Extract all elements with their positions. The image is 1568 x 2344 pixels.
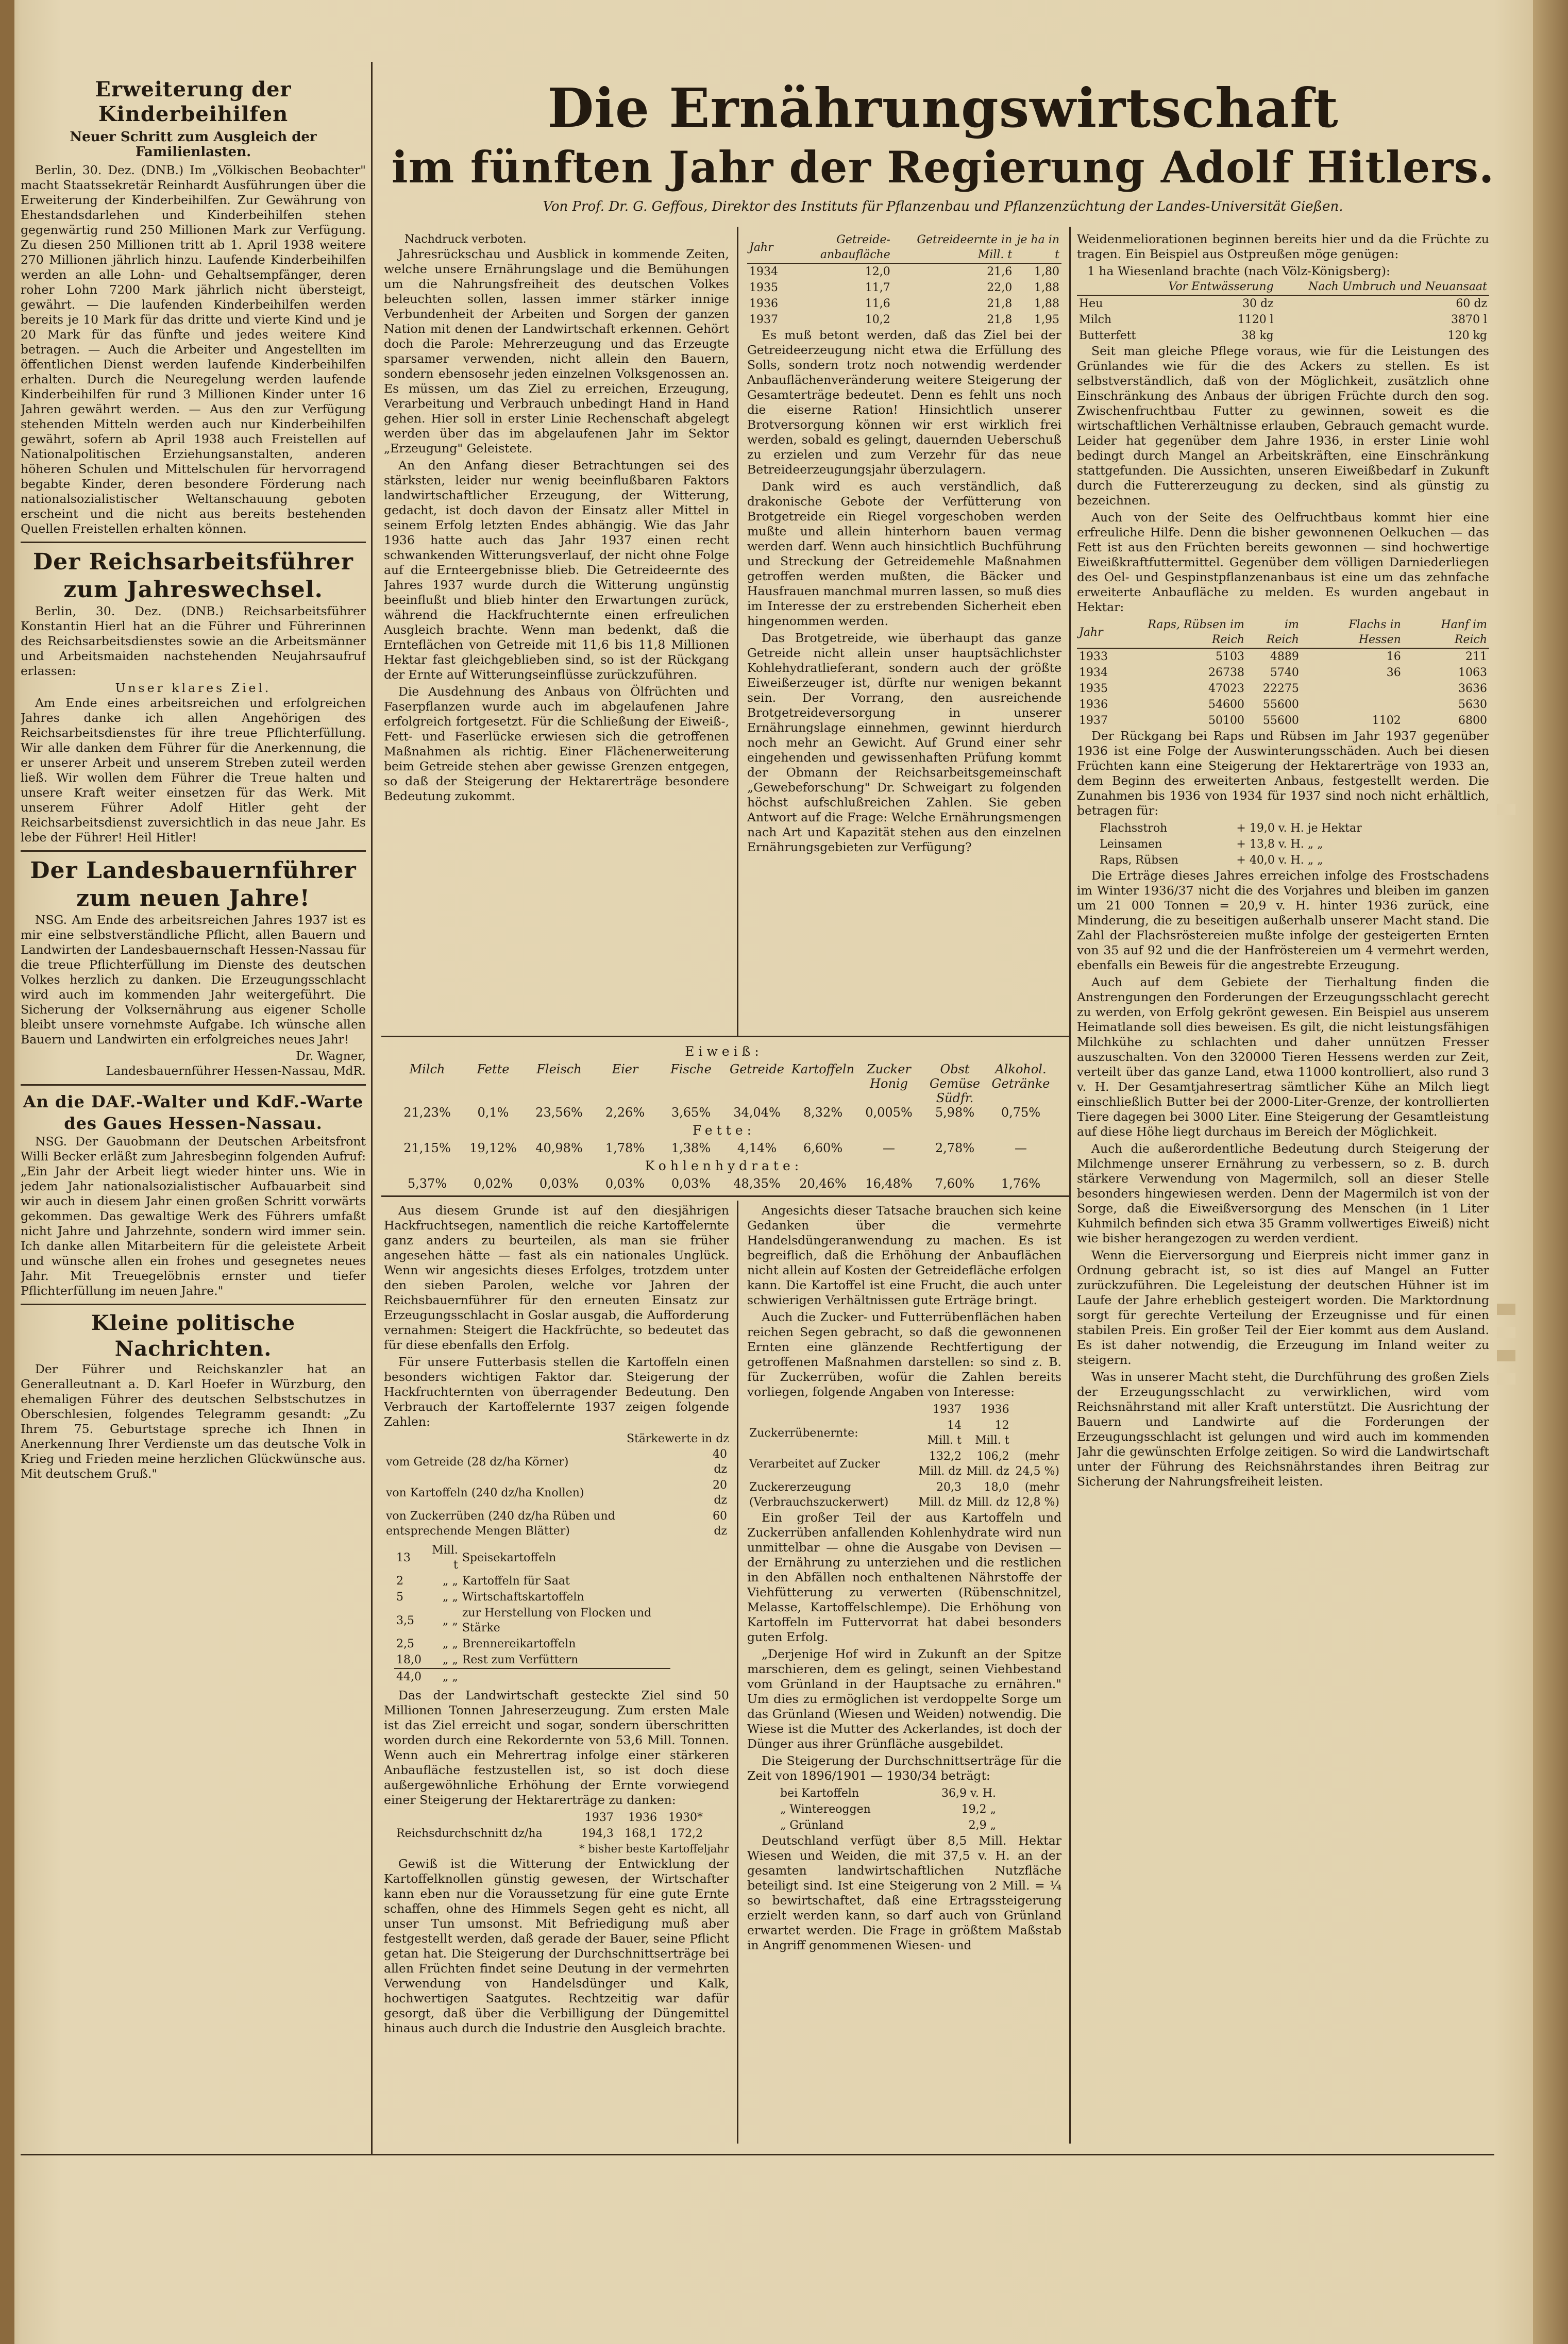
- edge-tab: [1497, 1327, 1515, 1338]
- edge-tab: [1497, 1304, 1515, 1315]
- nutrient-group-label: Eiweiß:: [685, 1044, 763, 1059]
- column-header: Zucker Honig: [867, 1062, 911, 1091]
- article-body: Berlin, 30. Dez. (DNB.) Im „Völkischen Beobachter" macht Staatssekretär Reinhardt Ausführungen über die Erweiterung der Kinderbeihilfen. Zur Gewährung von Ehestandsdarlehen und Kinderbeihilfen stehen gegenwärtig rund 250 Millionen Mark zur Verfügung. Zu diesen 250 Millionen tritt ab 1. April 1938 weitere 270 Millionen jährlich hinzu. Laufende Kinderbeihilfen werden an alle Lohn- und Gehaltsempfänger, deren roher Lohn 7200 Mark jährlich nicht übersteigt, gewährt. — Die laufenden Kinderbeihilfen werden bereits je 10 Mark für das dritte und vierte Kind und je 20 Mark für das fünfte und jedes weitere Kind betragen. — Auch die Arbeiter und Angestellten im öffentlichen Dienst werden laufende Kinderbeihilfen erhalten. Durch die Neuregelung werden laufende Kinderbeihilfen für rund 3 Millionen Kinder unter 16 Jahren gewährt werden. — Aus den zur Verfügung stehenden Mitteln werden auch nur Kinderbeihilfen gewährt, sofern ab April 1938 auch Freistellen auf Nationalpolitischen Erziehungsanstalten, anderen höheren Schulen und Mittelschulen für hervorragend begabte Kinder, deren besondere Förderung nach nationalsozialistischer Weltanschauung geboten erscheint und die nicht aus bereits bestehenden Quellen Freistellen erhalten können.: [21, 163, 366, 536]
- signature-name: Dr. Wagner,: [296, 1050, 366, 1063]
- table-row: [384, 1477, 729, 1508]
- table-cell: Speisekartoffeln: [462, 1551, 557, 1564]
- paragraph: Angesichts dieser Tatsache brauchen sich keine Gedanken über die vermehrte Handelsdüngeranwendung zu machen. Es ist begreiflich, daß die Erhöhung der Anbauflächen nicht allein auf Kosten der Getreidefläche erfolgen kann. Die Kartoffel ist eine Frucht, die auch unter schwierigen Verhältnissen gute Erträge bringt.: [747, 1203, 1061, 1307]
- edge-tab: [1497, 804, 1515, 815]
- column-header: Eier: [612, 1062, 638, 1076]
- table-cell: 5740: [1270, 666, 1299, 679]
- table-cell: „ „: [443, 1671, 458, 1683]
- table-header: Vor Entwässerung: [1148, 279, 1276, 295]
- table-cell: 12 Mill. t: [975, 1419, 1009, 1447]
- table-cell: Reichsdurchschnitt dz/ha: [396, 1827, 543, 1840]
- value-cell: 4,14%: [737, 1141, 777, 1155]
- value-cell: 19,12%: [469, 1141, 517, 1155]
- value-cell: 20,46%: [799, 1176, 847, 1191]
- table-cell: Rest zum Verfüttern: [462, 1654, 579, 1666]
- table-cell: (mehr 12,8 %): [1015, 1481, 1059, 1509]
- table-cell: „ „: [443, 1591, 458, 1604]
- value-cell: 6,60%: [803, 1141, 843, 1155]
- table-cell: 10,2: [865, 313, 890, 326]
- table-row: [778, 1801, 998, 1817]
- table-header: Getreideernte in Mill. t: [892, 232, 1014, 263]
- table-cell: + 13,8 v. H. „ „: [1236, 838, 1323, 851]
- value-cell: 48,35%: [733, 1176, 781, 1191]
- table-cell: 13: [396, 1551, 411, 1564]
- article-title: An die DAF.-Walter und KdF.-Warte des Gaues Hessen-Nassau.: [23, 1092, 364, 1133]
- column-rule: [371, 62, 373, 2154]
- table-cell: 18,0: [396, 1654, 421, 1666]
- table-cell: 3,5: [396, 1614, 414, 1627]
- table-cell: 3636: [1458, 682, 1487, 695]
- table-cell: „ „: [443, 1638, 458, 1650]
- article-divider: [21, 1084, 366, 1086]
- table-row: [394, 1668, 670, 1685]
- growth-table: [778, 1785, 998, 1833]
- paragraph: Auch von der Seite des Oelfruchtbaus kommt hier eine erfreuliche Hilfe. Denn die bisher gewonnenen Oelkuchen — das Fett ist aus den Früchten bereits gewonnen — sind hochwertige Eiweißkraftfuttermittel. Gegenüber dem völligen Darniederliegen des Oel- und Gespinstpflanzenanbaus ist eine um das zehnfache erweiterte Anbaufläche zu melden. Es wurden angebaut in Hektar:: [1077, 510, 1489, 614]
- table-row: [747, 1402, 1061, 1418]
- table-cell: 172,2: [670, 1827, 703, 1840]
- table-cell: 1930*: [668, 1811, 703, 1824]
- table-row: [394, 1826, 705, 1842]
- starch-table: [384, 1446, 729, 1539]
- main-article-column-1-lower: [384, 1203, 729, 2146]
- value-cell: 0,005%: [865, 1105, 913, 1120]
- potato-use-table: [394, 1542, 670, 1685]
- value-cell: 1,38%: [671, 1141, 711, 1155]
- paragraph: Es muß betont werden, daß das Ziel bei der Getreideerzeugung nicht etwa die Erfüllung des Solls, sondern trotz noch notwendig werdender Anbauflächenveränderung weitere Steigerung der Gesamterträge bedeutet. Denn es fehlt uns noch die eiserne Ration! Hinsichtlich unserer Brotversorgung können wir erst wirklich frei werden, sobald es gelingt, dauernden Ueberschuß zu erzielen und zum Verzehr für das neue Betreideerzeugungsjahr überzulagern.: [747, 328, 1061, 477]
- value-cell: 5,37%: [407, 1176, 447, 1191]
- table-cell: 19,2 „: [961, 1803, 996, 1816]
- paragraph: Dank wird es auch verständlich, daß drakonische Gebote der Verfütterung von Brotgetreide ein Riegel vorgeschoben werden mußte und allein hinterhorn bauen vermag werden darf. Wenn auch hinsichtlich Buchführung und Streckung der Getreidemehle Maßnahmen getroffen werden mußten, die Bäcker und Hausfrauen manchmal murren lassen, so muß dies im Interesse der zu erstrebenden Sicherheit eben hingenommen werden.: [747, 479, 1061, 628]
- table-cell: 60 dz: [713, 1510, 727, 1538]
- table-cell: 36: [1386, 666, 1401, 679]
- left-column: [21, 77, 366, 2154]
- reprint-note: Nachdruck verboten.: [404, 233, 527, 246]
- column-header: Kartoffeln: [791, 1062, 855, 1076]
- column-header: Fette: [477, 1062, 510, 1076]
- table-cell: [1301, 681, 1403, 697]
- table-row: [747, 280, 1061, 296]
- table-cell: 12,0: [865, 265, 890, 278]
- table-cell: 50100: [1208, 714, 1245, 727]
- value-cell: 0,03%: [671, 1176, 711, 1191]
- table-cell: 55600: [1262, 698, 1299, 711]
- main-article-column-2: [747, 232, 1061, 1036]
- starch-table-header: Stärkewerte in dz: [627, 1432, 729, 1445]
- main-article-column-2-lower: [747, 1203, 1061, 2146]
- oil-crop-table: [1077, 617, 1489, 729]
- article-divider: [21, 542, 366, 543]
- table-cell: Zuckererzeugung (Verbrauchszuckerwert): [749, 1481, 889, 1509]
- table-cell: 1933: [1079, 650, 1108, 663]
- table-cell: 211: [1465, 650, 1487, 663]
- table-cell: 106,2 Mill. dz: [966, 1450, 1009, 1478]
- table-row: [1077, 328, 1489, 344]
- table-cell: 168,1: [625, 1827, 657, 1840]
- article-body: Der Führer und Reichskanzler hat an Generalleutnant a. D. Karl Hoefer in Würzburg, den ehemaligen Führer des deutschen Selbstschutzes in Oberschlesien, folgendes Telegramm gesandt: „Zu Ihrem 75. Geburtstage spreche ich Ihnen in Anerkennung Ihrer Verdienste um das deutsche Volk in Krieg und Frieden meine herzlichen Glückwünsche aus. Mit deutschem Gruß.": [21, 1362, 366, 1481]
- table-row: [394, 1542, 670, 1573]
- main-article-column-1: [384, 232, 729, 1036]
- value-cell: 3,65%: [671, 1105, 711, 1120]
- table-cell: 2: [396, 1575, 403, 1588]
- table-row: [1077, 295, 1489, 312]
- table-cell: [747, 1402, 916, 1418]
- table-cell: Kartoffeln für Saat: [462, 1575, 570, 1588]
- table-cell: 6800: [1458, 714, 1487, 727]
- table-cell: 26738: [1208, 666, 1245, 679]
- column-header: Milch: [409, 1062, 445, 1076]
- table-cell: „ „: [443, 1614, 458, 1627]
- paragraph: Jahresrückschau und Ausblick in kommende Zeiten, welche unsere Ernährungslage und die Bemühungen um die Nahrungsfreiheit des deutschen Volkes beleuchten sollen, lassen immer stärker innige Verbundenheit der Arbeiten und Sorgen der ganzen Nation mit denen der Landwirtschaft erkennen. Gehört doch die Parole: Mehrerzeugung und das Erzeugte sparsamer verwenden, nicht allein den Bauern, sondern ebensosehr jeden einzelnen Volksgenossen an. Es müssen, um das Ziel zu erreichen, Erzeugung, Verarbeitung und Verbrauch unbedingt Hand in Hand gehen. Hier soll in erster Linie Rechenschaft abgelegt werden über das im abgelaufenen Jahr im Sektor „Erzeugung" Geleistete.: [384, 247, 729, 456]
- table-cell: 1935: [1079, 682, 1108, 695]
- table-cell: 1936: [1079, 698, 1108, 711]
- column-rule: [737, 1201, 738, 2144]
- table-cell: 1102: [1372, 714, 1401, 727]
- value-cell: 5,98%: [935, 1105, 975, 1120]
- paragraph: Auch die außerordentliche Bedeutung durch Steigerung der Milchmenge unserer Ernährung zu verbessern, so z. B. durch stärkere Verwendung von Magermilch, soll an dieser Stelle besonders hingewiesen werden. Denn der Magermilch ist von der Sorge, daß die Eiweißversorgung des Menschen (in 1 Liter Kuhmilch befinden sich etwa 35 Gramm vollwertiges Eiweiß) nicht wie bisher herangezogen zu werden verdient.: [1077, 1141, 1489, 1245]
- table-cell: vom Getreide (28 dz/ha Körner): [386, 1455, 569, 1469]
- table-row: [384, 1508, 729, 1539]
- table-cell: 20 dz: [713, 1479, 727, 1507]
- byline: Von Prof. Dr. G. Geffous, Direktor des Instituts für Pflanzenbau und Pflanzenzüchtung der Landes-Universität Gießen.: [543, 199, 1343, 214]
- table-header: Jahr: [747, 232, 780, 263]
- table-cell: 54600: [1208, 698, 1245, 711]
- yield-footnote: * bisher beste Kartoffeljahr: [579, 1843, 729, 1855]
- table-cell: 1936: [749, 297, 778, 310]
- table-row: [394, 1573, 670, 1589]
- table-row: [394, 1605, 670, 1636]
- value-cell: 0,1%: [477, 1105, 509, 1120]
- paragraph: Für unsere Futterbasis stellen die Kartoffeln einen besonders wichtigen Faktor dar. Steigerung der Hackfruchternten von überragender Bedeutung. Den Verbrauch der Kartoffelernte 1937 zeigen folgende Zahlen:: [384, 1355, 729, 1429]
- value-cell: 21,23%: [403, 1105, 451, 1120]
- table-cell: + 19,0 v. H. je Hektar: [1236, 822, 1362, 835]
- table-row: [1077, 681, 1489, 697]
- signature-title: Landesbauernführer Hessen-Nassau, MdR.: [106, 1065, 366, 1078]
- table-cell: 22,0: [987, 281, 1013, 294]
- paragraph: Das Brotgetreide, wie überhaupt das ganze Getreide nicht allein unser hauptsächlichster Kohlehydratlieferant, sondern auch der größte Eiweißerzeuger ist, dürfte nur wenigen bekannt sein. Der Vorrang, den ausreichende Brotgetreideversorgung in unserer Ernährungslage einnehmen, gewinnt hierdurch noch mehr an Gewicht. Auf Grund einer sehr eingehenden und gewissenhaften Prüfung kommt der Obmann der Reichsarbeitsgemeinschaft „Gewebeforschung" Dr. Schweigart zu folgenden höchst aufschlußreichen Zahlen. Sie geben Antwort auf die Frage: Welche Ernährungsmengen nach Art und Kapazität stehen aus den einzelnen Ernährungsgebieten zur Verfügung?: [747, 631, 1061, 854]
- table-header: Getreide-anbaufläche: [780, 232, 892, 263]
- paragraph: „Derjenige Hof wird in Zukunft an der Spitze marschieren, dem es gelingt, seinen Viehbestand vom Grünland in der Hauptsache zu ernähren." Um dies zu ermöglichen ist verdoppelte Sorge um das Grünland (Wiesen und Weiden) notwendig. Die Wiese ist die Mutter des Ackerlandes, ist doch der Dünger aus ihrer Grünfläche ausgebildet.: [747, 1647, 1061, 1751]
- table-row: [747, 296, 1061, 312]
- table-cell: Mill. t: [432, 1544, 458, 1572]
- table-cell: 1936: [628, 1811, 657, 1824]
- table-cell: 60 dz: [1456, 297, 1487, 310]
- table-cell: Raps, Rübsen: [1100, 854, 1178, 867]
- paragraph: Auch auf dem Gebiete der Tierhaltung finden die Anstrengungen den Forderungen der Erzeugungsschlacht gerecht zu werden, von Erfolg gekrönt gewesen. Ein Beispiel aus unserem Heimatlande soll dies beweisen. Es gilt, die nicht leistungsfähigen Milchkühe zu schlachten und daher unnützen Fresser auszuschalten. Von den 320000 Tieren Hessens werden zur Zeit, verteilt über das ganze Land, etwa 11000 kontrolliert, also rund 3 v. H. Der Gesamtjahresertrag sämtlicher Kühe an Milch liegt einschließlich Butter bei der 2000-Liter-Grenze, der kontrollierten Tiere dagegen bei 3000 Liter. Eine Steigerung der Gesamtleistung auf diese Höhe liegt durchaus im Bereich der Möglichkeit.: [1077, 975, 1489, 1139]
- value-cell: 2,78%: [935, 1141, 975, 1155]
- table-cell: Heu: [1079, 297, 1103, 310]
- paragraph: Weidenmeliorationen beginnen bereits hier und da die Früchte zu tragen. Ein Beispiel aus Ostpreußen möge genügen:: [1077, 232, 1489, 261]
- table-cell: 30 dz: [1242, 297, 1274, 310]
- table-cell: [1301, 697, 1403, 713]
- table-cell: Milch: [1079, 313, 1112, 326]
- table-cell: 1937: [1079, 714, 1108, 727]
- table-cell: Leinsamen: [1100, 838, 1162, 851]
- value-cell: 0,03%: [605, 1176, 645, 1191]
- table-row: [778, 1817, 998, 1833]
- paragraph: Die Erträge dieses Jahres erreichen infolge des Frostschadens im Winter 1936/37 nicht die des Vorjahres und bleiben im ganzen um 21 000 Tonnen = 20,9 v. H. hinter 1936 zurück, eine Minderung, die zu beseitigen außerhalb unserer Macht stand. Die Zahl der Flachsröstereien mußte infolge der gesteigerten Ernten von 35 auf 92 und die der Hanfröstereien um 4 vermehrt werden, ebenfalls ein Beweis für die angestrebte Erzeugung.: [1077, 868, 1489, 972]
- page-edge: [1533, 0, 1568, 2344]
- paragraph: Deutschland verfügt über 8,5 Mill. Hektar Wiesen und Weiden, die mit 37,5 v. H. an der gesamten landwirtschaftlichen Nutzfläche beteiligt sind. Ist eine Steigerung von 2 Mill. = ¼ so bewirtschaftet, daß eine Ertragssteigerung erzielt werden kann, so darf auch von Grünland erwartet werden. Die Frage in größtem Maßstab in Angriff genommenen Wiesen- und: [747, 1833, 1061, 1952]
- paragraph: Aus diesem Grunde ist auf den diesjährigen Hackfruchtsegen, namentlich die reiche Kartoffelernte ganz anders zu beurteilen, als man sie früher angesehen hätte — fast als ein nationales Unglück. Wenn wir angesichts dieses Erfolges, trotzdem unter den sieben Parolen, welche vor Jahren der Reichsbauernführer für den erneuten Einsatz zur Erzeugungsschlacht in Goslar ausgab, die Aufforderung vernahmen: Steigert die Hackfrüchte, so bedeutet das für diese ebenfalls den Erfolg.: [384, 1203, 729, 1352]
- column-rule: [737, 227, 738, 1036]
- table-cell: 1937: [749, 313, 778, 326]
- paragraph: Auch die Zucker- und Futterrübenflächen haben reichen Segen gebracht, so daß die gewonnenen Ernten eine glänzende Rechtfertigung der getroffenen Maßnahmen darstellen: so sind z. B. für Zuckerrüben, wofür die Zahlen bereits vorliegen, folgende Angaben von Interesse:: [747, 1310, 1061, 1399]
- table-cell: 47023: [1208, 682, 1245, 695]
- table-cell: 1937: [933, 1403, 962, 1416]
- table-cell: 1,80: [1034, 265, 1059, 278]
- table-cell: 1063: [1458, 666, 1487, 679]
- table-cell: Flachsstroh: [1100, 822, 1168, 835]
- masthead: [381, 77, 1505, 227]
- table-cell: 11,7: [865, 281, 890, 294]
- table-cell: 21,6: [987, 265, 1013, 278]
- table-cell: 1937: [584, 1811, 614, 1824]
- table-header: im Reich: [1246, 617, 1301, 648]
- article-title: Kleine politische Nachrichten.: [91, 1311, 296, 1361]
- column-header: Alkohol. Getränke: [991, 1062, 1050, 1091]
- table-row: [384, 1446, 729, 1477]
- value-cell: 1,78%: [605, 1141, 645, 1155]
- table-row: [778, 1785, 998, 1801]
- table-row: [1077, 713, 1489, 729]
- table-cell: 5: [396, 1591, 403, 1604]
- table-cell: 38 kg: [1241, 329, 1274, 342]
- nutrient-group-label: Kohlenhydrate:: [645, 1158, 803, 1173]
- paragraph: Die Steigerung der Durchschnittserträge für die Zeit von 1896/1901 — 1930/34 beträgt:: [747, 1753, 1061, 1783]
- table-row: [747, 1448, 1061, 1479]
- table-cell: „ „: [443, 1575, 458, 1588]
- grain-table: [747, 232, 1061, 328]
- table-rule: [381, 1195, 1069, 1197]
- value-cell: 16,48%: [865, 1176, 913, 1191]
- table-row: [394, 1636, 670, 1652]
- table-cell: 14 Mill. t: [927, 1419, 962, 1447]
- table-cell: 20,3 Mill. dz: [918, 1481, 962, 1509]
- value-cell: 8,32%: [803, 1105, 843, 1120]
- table-row: [1098, 836, 1448, 852]
- table-header: Flachs in Hessen: [1301, 617, 1403, 648]
- table-cell: (mehr 24,5 %): [1015, 1450, 1059, 1478]
- table-header: Raps, Rübsen im Reich: [1110, 617, 1246, 648]
- table-cell: „ „: [443, 1654, 458, 1666]
- table-row: [1077, 665, 1489, 681]
- value-cell: 2,26%: [605, 1105, 645, 1120]
- value-cell: 7,60%: [935, 1176, 975, 1191]
- article-divider: [21, 1304, 366, 1305]
- nutrient-value-row: [384, 1105, 1064, 1120]
- column-rule: [1069, 227, 1071, 2144]
- table-cell: 1,88: [1034, 281, 1059, 294]
- page-binding: [0, 0, 14, 2344]
- value-cell: 0,75%: [1001, 1105, 1041, 1120]
- table-row: [747, 1479, 1061, 1510]
- table-cell: 21,8: [987, 313, 1013, 326]
- table-header: [1077, 279, 1148, 295]
- table-cell: bei Kartoffeln: [780, 1787, 859, 1800]
- table-cell: Wirtschaftskartoffeln: [462, 1591, 584, 1604]
- table-cell: 3870 l: [1451, 313, 1487, 326]
- table-cell: + 40,0 v. H. „ „: [1236, 854, 1323, 867]
- nutrient-value-row: [384, 1176, 1064, 1191]
- table-row: [1098, 820, 1448, 836]
- paragraph: An den Anfang dieser Betrachtungen sei des stärksten, leider nur wenig beeinflußbaren Faktors landwirtschaftlicher Erzeugung, der Witterung, gedacht, ist doch davon der Einsatz aller Mittel in seinem Erfolg letzten Endes abhängig. Wie das Jahr 1936 hatte auch das Jahr 1937 einen recht schwankenden Witterungsverlauf, der nicht ohne Folge auf die Ernteergebnisse blieb. Die Getreideernte des Jahres 1937 wurde durch die Witterung ungünstig beeinflußt und blieb hinter den Erwartungen zurück, während die Hackfruchternte einen erfreulichen Ausgleich brachte. Wenn man bedenkt, daß die Ernteflächen von Getreide mit 11,6 bis 11,8 Millionen Hektar fast gleichgeblieben sind, so ist der Rückgang der Ernte auf Witterungseinflüsse zurückzuführen.: [384, 458, 729, 682]
- table-row: [747, 263, 1061, 280]
- table-cell: von Zuckerrüben (240 dz/ha Rüben und entsprechende Mengen Blätter): [386, 1510, 615, 1538]
- table-cell: 132,2 Mill. dz: [918, 1450, 962, 1478]
- table-header: Nach Umbruch und Neuansaat: [1276, 279, 1489, 295]
- table-cell: 21,8: [987, 297, 1013, 310]
- value-cell: 21,15%: [403, 1141, 451, 1155]
- article-subtitle: Neuer Schritt zum Ausgleich der Familienlasten.: [70, 129, 317, 160]
- table-cell: 1120 l: [1237, 313, 1274, 326]
- value-cell: 0,02%: [473, 1176, 513, 1191]
- headline-line-2: im fünften Jahr der Regierung Adolf Hitlers.: [391, 142, 1495, 193]
- column-header: Obst Gemüse Südfr.: [929, 1062, 981, 1105]
- column-header: Getreide: [730, 1062, 784, 1076]
- table-row: [1098, 852, 1448, 868]
- table-cell: 1934: [749, 265, 778, 278]
- table-cell: [1011, 1402, 1061, 1418]
- paragraph: Wenn die Eierversorgung und Eierpreis nicht immer ganz in Ordnung gebracht ist, so ist dies auf Mangel an Futter zurückzuführen. Die Legeleistung der deutschen Hühner ist im Laufe der Jahre erheblich gesteigert worden. Die Marktordnung sorgt für gerechte Verteilung der Erzeugnisse und für einen stabilen Preis. Ein großer Teil der Eier kommt aus dem Ausland. Es ist daher notwendig, die Erzeugung im Inland weiter zu steigern.: [1077, 1248, 1489, 1367]
- table-cell: 1935: [749, 281, 778, 294]
- table-cell: „ Grünland: [780, 1819, 844, 1832]
- value-cell: 40,98%: [535, 1141, 583, 1155]
- yield-table: [394, 1810, 705, 1842]
- main-article-column-3: [1077, 232, 1489, 2149]
- edge-tab: [1497, 1373, 1515, 1385]
- article-body: NSG. Der Gauobmann der Deutschen Arbeitsfront Willi Becker erläßt zum Jahresbeginn folgenden Aufruf: „Ein Jahr der Arbeit liegt wieder hinter uns. Wie in jedem Jahr nationalsozialistischer Aufbauarbeit sind wir auch in diesem Jahr einen großen Schritt vorwärts gekommen. Das gewaltige Werk des Führers umfaßt nicht Jahre und Jahrzehnte, sondern wird immer sein. Ich danke allen Mitarbeitern für die geleistete Arbeit und wünsche allen ein frohes und gesegnetes neues Jahr. Mit Treuegelöbnis ernster und tiefer Pflichterfüllung im neuen Jahre.": [21, 1134, 366, 1298]
- table-cell: [1011, 1418, 1061, 1448]
- article-title: Der Landesbauernführer zum neuen Jahre!: [30, 857, 357, 912]
- article-divider: [21, 850, 366, 852]
- table-rule: [381, 1036, 1069, 1037]
- table-cell: 120 kg: [1447, 329, 1487, 342]
- table-cell: [460, 1668, 670, 1685]
- table-cell: 44,0: [396, 1671, 421, 1683]
- table-cell: Zuckerrübenernte:: [749, 1426, 858, 1440]
- value-cell: —: [1015, 1141, 1027, 1155]
- paragraph: Seit man gleiche Pflege voraus, wie für die Leistungen des Grünlandes wie für die des Ackers zu stellen. Es ist selbstverständlich, daß von der Möglichkeit, zusätzlich ohne Einschränkung des Anbaus der übrigen Früchte durch den sog. Zwischenfruchtbau Futter zu gewinnen, soweit es die wirtschaftlichen Verhältnisse erlauben, Gebrauch gemacht wurde. Leider hat gegenüber dem Jahre 1936, in erster Linie wohl bedingt durch Mangel an Arbeitskräften, eine Einschränkung stattgefunden. Die Aussichten, unseren Eiweißbedarf in Zukunft durch die Futtererzeugung zu decken, sind als günstig zu bezeichnen.: [1077, 344, 1489, 508]
- sugar-table: [747, 1402, 1061, 1510]
- table-row: [1077, 312, 1489, 328]
- table-cell: 16: [1386, 650, 1401, 663]
- table-row: [394, 1810, 705, 1826]
- table-cell: Verarbeitet auf Zucker: [749, 1457, 880, 1471]
- table-row: [394, 1652, 670, 1668]
- table-cell: 5630: [1458, 698, 1487, 711]
- edge-tab: [1497, 1350, 1515, 1361]
- table-cell: 55600: [1262, 714, 1299, 727]
- table-row: [1077, 648, 1489, 665]
- column-header: Fische: [670, 1062, 712, 1076]
- paragraph: Das der Landwirtschaft gesteckte Ziel sind 50 Millionen Tonnen Jahreserzeugung. Zum ersten Male ist das Ziel erreicht und sogar, sondern überschritten worden durch eine Rekordernte von 53,6 Mill. Tonnen. Wenn auch ein Mehrertrag infolge einer stärkeren Anbaufläche festzustellen ist, so ist doch diese außergewöhnliche Erhöhung der Ernte vorwiegend einer Steigerung der Hektarerträge zu danken:: [384, 1688, 729, 1807]
- table-cell: [394, 1810, 572, 1826]
- value-cell: 34,04%: [733, 1105, 781, 1120]
- table-cell: 1936: [980, 1403, 1009, 1416]
- value-cell: —: [883, 1141, 895, 1155]
- table-cell: 36,9 v. H.: [941, 1787, 996, 1800]
- article-body: NSG. Am Ende des arbeitsreichen Jahres 1937 ist es mir eine selbstverständliche Pflicht, allen Bauern und Landwirten der Landesbauernschaft Hessen-Nassau für die treue Pflichterfüllung im Dienste des deutschen Volkes herzlich zu danken. Die Erzeugungsschlacht wird auch im kommenden Jahr weitergeführt. Die Sicherung der Volksernährung aus eigener Scholle bleibt unsere vornehmste Aufgabe. Ich wünsche allen Bauern und Landwirten ein erfolgreiches neues Jahr!: [21, 913, 366, 1047]
- table-cell: 2,9 „: [968, 1819, 996, 1832]
- paragraph: Gewiß ist die Witterung der Entwicklung der Kartoffelknollen günstig gewesen, der Wirtschafter kann eben nur die Voraussetzung für eine gute Ernte schaffen, ohne des Himmels Segen geht es nicht, all unser Tun umsonst. Mit Befriedigung muß aber festgestellt werden, daß gerade der Bauer, seine Pflicht getan hat. Die Steigerung der Durchschnittserträge bei allen Früchten findet seine Deutung in der vermehrten Verwendung von Handelsdünger und Kalk, hochwertigen Saatgutes. Rechtzeitig war dafür gesorgt, daß über die Verbilligung der Düngemittel hinaus auch durch die Industrie den Ausgleich brachte.: [384, 1857, 729, 2035]
- value-cell: 23,56%: [535, 1105, 583, 1120]
- table-cell: 2,5: [396, 1638, 414, 1650]
- paragraph: Was in unserer Macht steht, die Durchführung des großen Ziels der Erzeugungsschlacht zu verwirklichen, wird vom Reichsnährstand mit aller Kraft unterstützt. Die Ausrichtung der Bauern und Landwirte auf die Forderungen der Erzeugungsschlacht ist gelungen und wird auch im kommenden Jahr die gewünschten Erfolge zeitigen. So wird die Landwirtschaft unter der Führung des Reichsnährstandes ihren Beitrag zur Sicherung der Nahrungsfreiheit leisten.: [1077, 1370, 1489, 1489]
- table-cell: Butterfett: [1079, 329, 1136, 342]
- table-row: [747, 1418, 1061, 1448]
- bottom-rule: [21, 2154, 1494, 2155]
- increase-table: [1098, 820, 1448, 868]
- article-title: Erweiterung der Kinderbeihilfen: [95, 77, 292, 126]
- nutrient-group-label: Fette:: [692, 1123, 756, 1138]
- table-cell: zur Herstellung von Flocken und Stärke: [462, 1607, 652, 1634]
- table-row: [747, 312, 1061, 328]
- table-row: [1077, 697, 1489, 713]
- value-cell: 1,76%: [1001, 1176, 1041, 1191]
- headline-line-1: Die Ernährungswirtschaft: [547, 77, 1339, 140]
- table-cell: 40 dz: [713, 1448, 727, 1476]
- table-header: Jahr: [1077, 617, 1110, 648]
- table-header: Hanf im Reich: [1403, 617, 1489, 648]
- table-cell: 1,88: [1034, 297, 1059, 310]
- table-cell: 22275: [1262, 682, 1299, 695]
- table-row: [394, 1589, 670, 1605]
- column-header: Fleisch: [536, 1062, 582, 1076]
- table-cell: 4889: [1270, 650, 1299, 663]
- table-header: je ha in t: [1014, 232, 1061, 263]
- nutrient-table: [384, 1041, 1064, 1195]
- table-cell: 18,0 Mill. dz: [966, 1481, 1009, 1509]
- article-body: Berlin, 30. Dez. (DNB.) Reichsarbeitsführer Konstantin Hierl hat an die Führer und Führerinnen des Reichsarbeitsdienstes sowie an die Arbeitsmänner und Arbeitsmaiden nachstehenden Neujahrsaufruf erlassen:: [21, 604, 366, 678]
- example-heading: 1 ha Wiesenland brachte (nach Völz-Königsberg):: [1087, 264, 1390, 278]
- table-cell: 1,95: [1034, 313, 1059, 326]
- paragraph: Ein großer Teil der aus Kartoffeln und Zuckerrüben anfallenden Kohlenhydrate wird nun unmittelbar — ohne die Ausgabe von Devisen — der Ernährung zu unterziehen und die restlichen in den Abfällen noch enthaltenen Nährstoffe der Viehfütterung zu verwerten (Rübenschnitzel, Melasse, Kartoffelschlempe). Die Erhöhung von Kartoffeln im Futtervorrat hat dabei besonders guten Erfolg.: [747, 1510, 1061, 1644]
- table-cell: 5103: [1216, 650, 1245, 663]
- table-cell: von Kartoffeln (240 dz/ha Knollen): [386, 1486, 584, 1499]
- table-cell: 11,6: [865, 297, 890, 310]
- article-subhead: Unser klares Ziel.: [115, 681, 272, 695]
- value-cell: 0,03%: [539, 1176, 579, 1191]
- meadow-table: [1077, 279, 1489, 344]
- table-cell: „ Wintereoggen: [780, 1803, 871, 1816]
- table-cell: 194,3: [581, 1827, 614, 1840]
- nutrient-value-row: [384, 1141, 1064, 1155]
- article-body: Am Ende eines arbeitsreichen und erfolgreichen Jahres danke ich allen Angehörigen des Reichsarbeitsdienstes für ihre treue Pflichterfüllung. Wir alle danken dem Führer für die Anerkennung, die er unserer Arbeit und unserem Streben zuteil werden ließ. Wir wollen dem Führer die Treue halten und unsere Kraft weiter einsetzen für das Werk. Mit unserem Führer Adolf Hitler geht der Reichsarbeitsdienst zuversichtlich in das neue Jahr. Es lebe der Führer! Heil Hitler!: [21, 696, 366, 845]
- nutrient-header-row: [384, 1062, 1064, 1105]
- paragraph: Der Rückgang bei Raps und Rübsen im Jahr 1937 gegenüber 1936 ist eine Folge der Auswinterungsschäden. Auch bei diesen Früchten kann eine Steigerung der Hektarerträge von 1933 an, dem Beginn des erweiterten Anbaus, festgestellt werden. Die Zunahmen bis 1936 von 1934 für 1937 sind noch nicht erhältlich, betragen für:: [1077, 729, 1489, 818]
- article-title: Der Reichsarbeitsführer zum Jahreswechsel.: [32, 549, 353, 603]
- table-cell: 1934: [1079, 666, 1108, 679]
- paragraph: Die Ausdehnung des Anbaus von Ölfrüchten und Faserpflanzen wurde auch im abgelaufenen Jahre erfolgreich fortgesetzt. Für die Schließung der Eiweiß-, Fett- und Faserlücke erwiesen sich die getroffenen Maßnahmen als richtig. Einer Flächenerweiterung beim Getreide stehen aber gewisse Grenzen entgegen, so daß der Steigerung der Hektarerträge besondere Bedeutung zukommt.: [384, 684, 729, 803]
- table-cell: Brennereikartoffeln: [462, 1638, 576, 1650]
